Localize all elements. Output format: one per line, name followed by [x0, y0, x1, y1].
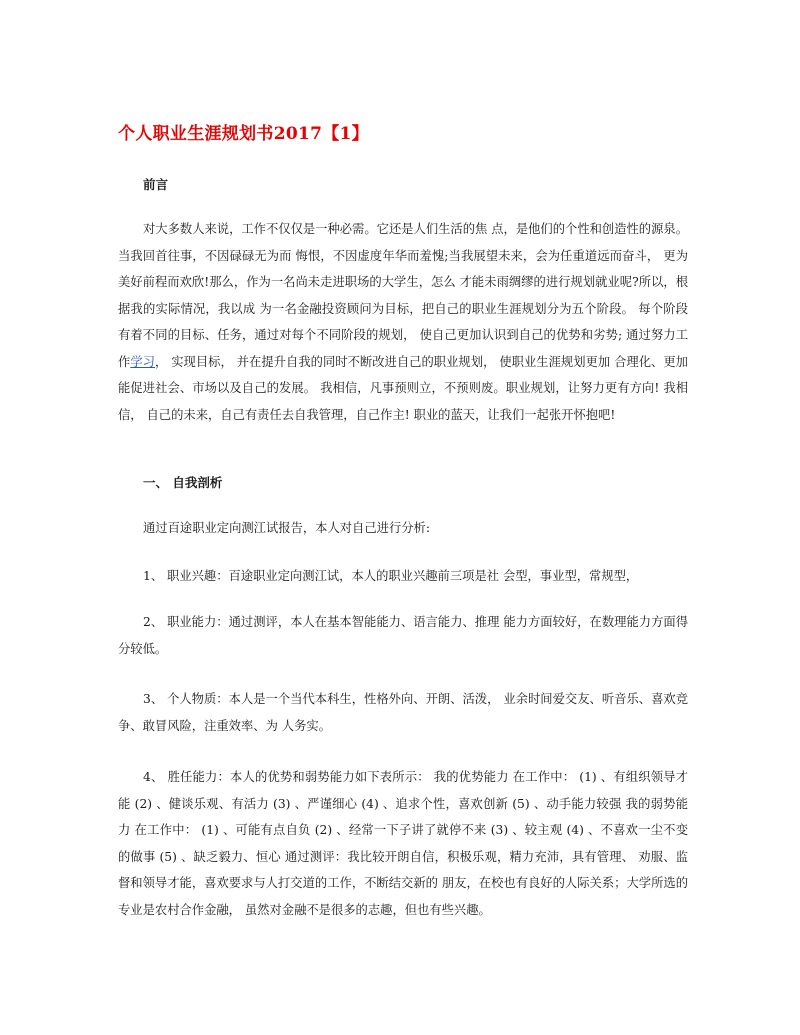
career-interest-paragraph: 1、 职业兴趣：百途职业定向测江试，本人的职业兴趣前三项是社 会型，事业型，常规型， — [143, 569, 639, 583]
study-link[interactable]: 学习 — [130, 354, 155, 369]
preface-paragraph — [118, 216, 688, 428]
personal-traits-paragraph: 3、 个人物质：本人是一个当代本科生，性格外向、开朗、活泼， 业余时间爱交友、听音乐、喜欢竞争、敢冒风险，注重效率、为 人务实。 — [118, 692, 688, 733]
career-ability-paragraph: 2、 职业能力：通过测评，本人在基本智能能力、语言能力、推理 能力方面较好，在数理能力方面得分较低。 — [118, 615, 688, 656]
preface-heading: 前言 — [143, 177, 169, 192]
preface-text-before-link: 对大多数人来说，工作不仅仅是一种必需。它还是人们生活的焦 点，是他们的个性和创造性的源泉。当我回首往事，不因碌碌无为而 悔恨，不因虚度年华而羞愧;当我展望未来，会为任重道远而奋斗， 更为美好前程而欢欣!那么，作为一名尚未走进职场的大学生，怎么 才能未雨绸缪的进行规划就业呢?所以，根据我的实际情况，我以成 为一名金融投资顾问为目标，把自己的职业生涯规划分为五个阶段。 每个阶段有着不同的目标、任务，通过对每个不同阶段的规划， 使自己更加认识到自己的优势和劣势; 通过努力工作 — [118, 222, 688, 369]
section-intro-paragraph: 通过百途职业定向测江试报告，本人对自己进行分析: — [143, 521, 430, 535]
section-self-analysis-heading: 一、 自我剖析 — [143, 475, 223, 490]
document-title: 个人职业生涯规划书2017【1】 — [118, 124, 369, 144]
competency-paragraph: 4、 胜任能力：本人的优势和弱势能力如下表所示： 我的优势能力 在工作中： (1) 、有组织领导才能 (2) 、健谈乐观、有活力 (3) 、严谨细心 (4) 、追求个性，喜欢创新 (5) 、动手能力较强 我的弱势能力 在工作中： (1) 、可能有点自负 (2) 、经常一下子讲了就停不来 (3) 、较主观 (4) 、不喜欢一尘不变的做事 (5) 、缺乏毅力、恒心 通过测评：我比较开朗自信，积极乐观，精力充沛，具有管理、 劝服、监督和领导才能，喜欢要求与人打交道的工作，不断结交新的 朋友，在校也有良好的人际关系；大学所选的专业是农村合作金融， 虽然对金融不是很多的志趣，但也有些兴趣。 — [118, 770, 688, 917]
preface-text-after-link: ， 实现目标， 并在提升自我的同时不断改进自己的职业规划， 使职业生涯规划更加 合理化、更加能促进社会、市场以及自己的发展。 我相信，凡事预则立，不预则废。职业规划，让努力更有方向! 我相信， 自己的未来，自己有责任去自我管理，自己作主! 职业的蓝天，让我们一起张开怀抱吧! — [118, 354, 688, 422]
